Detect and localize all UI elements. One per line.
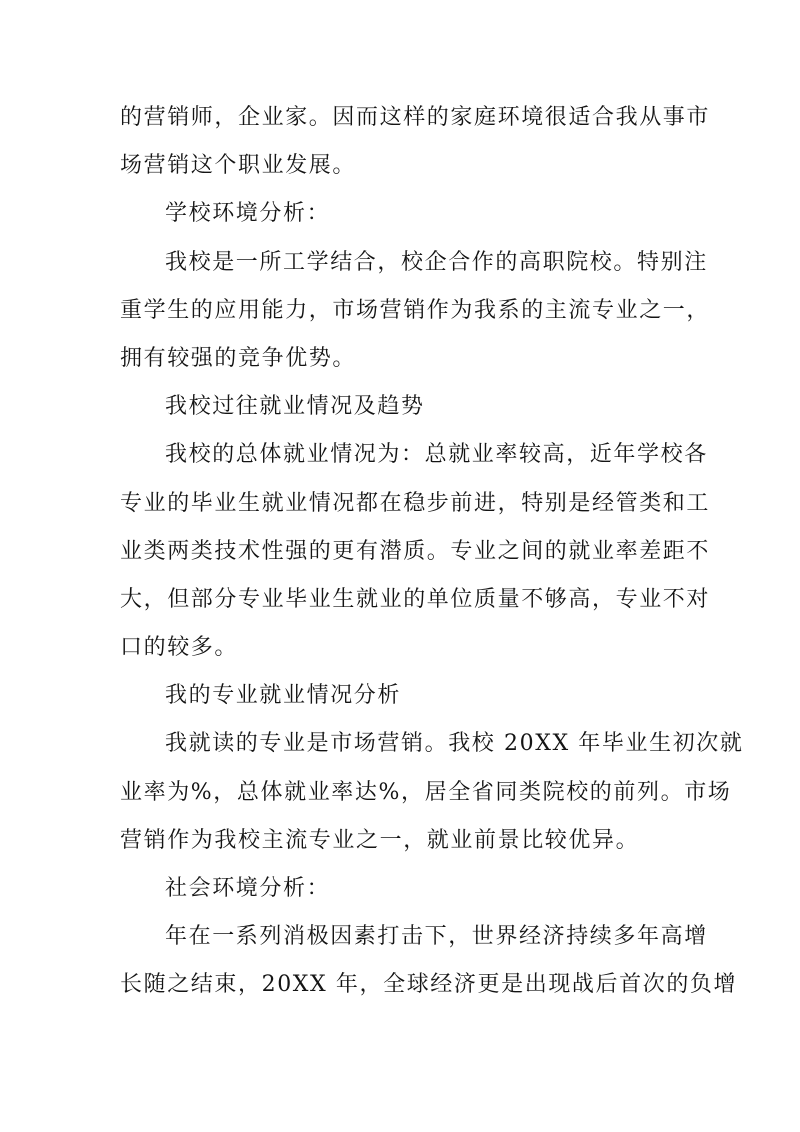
heading-social-environment [120,865,720,913]
text-line: 口的较多。 [120,635,239,661]
text-line: 我校的总体就业情况为：总就业率较高，近年学校各 [165,442,708,468]
text-line: 我就读的专业是市场营销。我校 20XX 年毕业生初次就 [165,731,744,757]
section-heading: 学校环境分析： [165,201,331,227]
text-line: 我校是一所工学结合，校企合作的高职院校。特别注 [165,249,708,275]
text-line: 专业的毕业生就业情况都在稳步前进，特别是经管类和工 [120,490,711,516]
section-heading: 社会环境分析： [165,876,331,901]
text-line: 长随之结束，20XX 年，全球经济更是出现战后首次的负增 [120,972,738,998]
document-body [120,94,744,1010]
section-heading: 我校过往就业情况及趋势 [165,394,425,420]
heading-employment-trend [120,383,720,431]
text-line: 年在一系列消极因素打击下，世界经济持续多年高增 [165,924,708,950]
heading-major-employment [120,672,720,720]
text-line: 营销作为我校主流专业之一，就业前景比较优异。 [120,827,640,853]
paragraph-employment-overview [120,431,720,672]
text-line: 拥有较强的竞争优势。 [120,345,357,371]
text-line: 业率为%，总体就业率达%，居全省同类院校的前列。市场 [120,779,732,805]
heading-school-environment [120,190,720,238]
section-heading: 我的专业就业情况分析 [165,683,402,709]
paragraph-major-employment [120,720,744,865]
paragraph-family-environment-continued [120,94,720,190]
text-line: 重学生的应用能力，市场营销作为我系的主流专业之一， [120,297,711,323]
text-line: 业类两类技术性强的更有潜质。专业之间的就业率差距不 [120,538,711,564]
text-line: 场营销这个职业发展。 [120,153,357,179]
paragraph-school-intro [120,239,720,384]
text-line: 的营销师，企业家。因而这样的家庭环境很适合我从事市 [120,105,711,130]
paragraph-social-environment [120,913,738,1009]
text-line: 大，但部分专业毕业生就业的单位质量不够高，专业不对 [120,586,711,612]
